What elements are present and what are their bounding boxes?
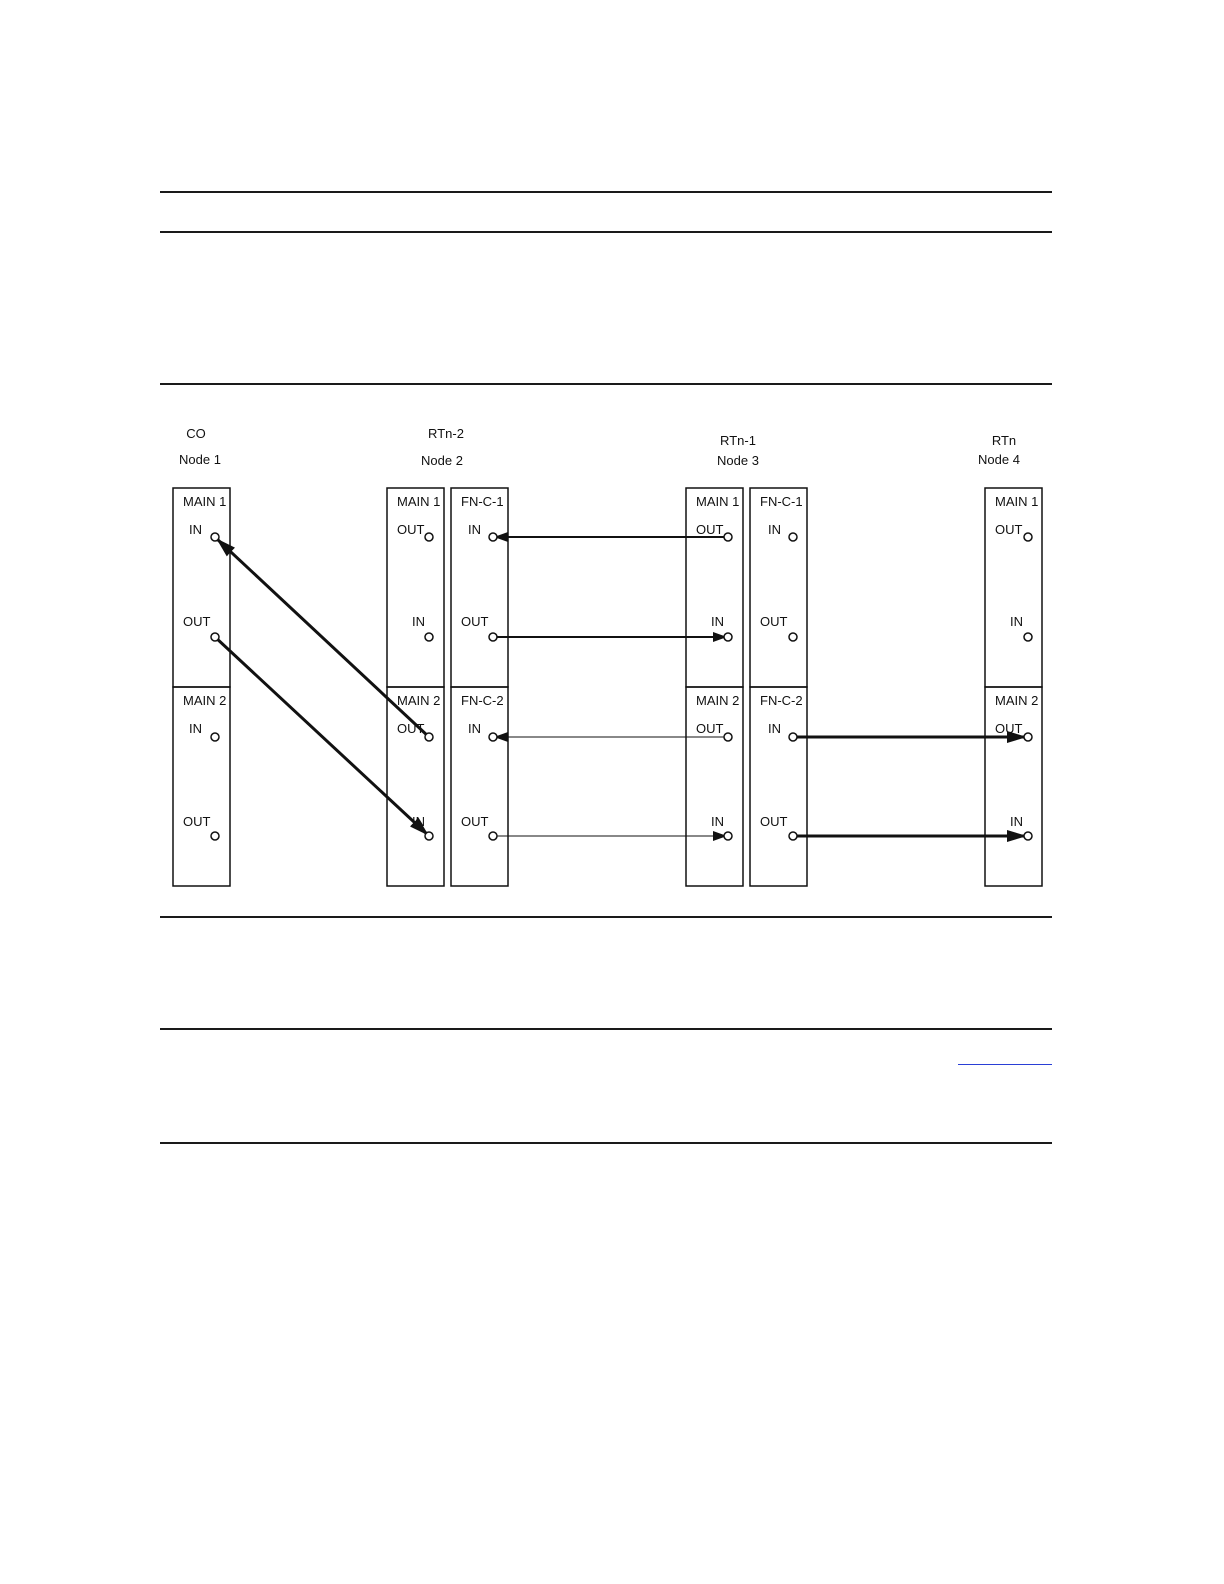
rt2-main1-lower-port-icon bbox=[425, 633, 433, 641]
rt1-main1-upper-port-icon bbox=[724, 533, 732, 541]
node-1-name-label: Node 1 bbox=[179, 452, 221, 467]
co-main2-title: MAIN 2 bbox=[183, 693, 227, 708]
card-rt2-fnc1 bbox=[451, 488, 508, 687]
rt2-main1-lower-port-label: IN bbox=[412, 614, 425, 629]
rtn-main2-lower-port-icon bbox=[1024, 832, 1032, 840]
rt1-fnc2-upper-port-label: IN bbox=[768, 721, 781, 736]
rt1-fnc2-upper-port-icon bbox=[789, 733, 797, 741]
node-4-name-label: Node 4 bbox=[978, 452, 1020, 467]
rt1-fnc1-lower-port-icon bbox=[789, 633, 797, 641]
rtn-main1-upper-port-icon bbox=[1024, 533, 1032, 541]
card-rt1-main1 bbox=[686, 488, 743, 687]
rt2-fnc2-lower-port-icon bbox=[489, 832, 497, 840]
co-main1-lower-port-label: OUT bbox=[183, 614, 211, 629]
node-3-top-label: RTn-1 bbox=[720, 433, 756, 448]
rt2-main2-upper-port-icon bbox=[425, 733, 433, 741]
card-rt1-fnc2 bbox=[750, 687, 807, 886]
rt2-fnc1-upper-port-label: IN bbox=[468, 522, 481, 537]
rtn-main2-lower-port-label: IN bbox=[1010, 814, 1023, 829]
rt2-main2-title: MAIN 2 bbox=[397, 693, 441, 708]
rt2-fnc2-lower-port-label: OUT bbox=[461, 814, 489, 829]
co-main2-upper-port-label: IN bbox=[189, 721, 202, 736]
rt2-fnc1-lower-port-icon bbox=[489, 633, 497, 641]
rt2-main2-upper-port-label: OUT bbox=[397, 721, 425, 736]
card-rt2-main2 bbox=[387, 687, 444, 886]
port-labels bbox=[183, 522, 1023, 829]
rt2-fnc2-upper-port-icon bbox=[489, 733, 497, 741]
rtn-main1-lower-port-icon bbox=[1024, 633, 1032, 641]
card-titles bbox=[183, 494, 1038, 708]
rt1-main2-upper-port-icon bbox=[724, 733, 732, 741]
connections bbox=[215, 537, 1026, 836]
node-3-name-label: Node 3 bbox=[717, 453, 759, 468]
rt1-fnc2-lower-port-label: OUT bbox=[760, 814, 788, 829]
card-rt1-fnc1 bbox=[750, 488, 807, 687]
rt1-main2-title: MAIN 2 bbox=[696, 693, 740, 708]
rt2-fnc2-upper-port-label: IN bbox=[468, 721, 481, 736]
rt1-main1-upper-port-label: OUT bbox=[696, 522, 724, 537]
ports bbox=[211, 533, 1032, 840]
rt1-main1-lower-port-icon bbox=[724, 633, 732, 641]
co-main1-lower-port-icon bbox=[211, 633, 219, 641]
co-main1-upper-port-label: IN bbox=[189, 522, 202, 537]
rtn-main2-upper-port-icon bbox=[1024, 733, 1032, 741]
card-rtn-main2 bbox=[985, 687, 1042, 886]
rtn-main2-title: MAIN 2 bbox=[995, 693, 1039, 708]
co-main2-lower-port-icon bbox=[211, 832, 219, 840]
rtn-main2-upper-port-label: OUT bbox=[995, 721, 1023, 736]
node-2-name-label: Node 2 bbox=[421, 453, 463, 468]
rt1-main2-lower-port-label: IN bbox=[711, 814, 724, 829]
rt2-main1-title: MAIN 1 bbox=[397, 494, 441, 509]
rt2-main2-lower-port-label: IN bbox=[412, 814, 425, 829]
rt2-fnc2-title: FN-C-2 bbox=[461, 693, 504, 708]
node-1-top-label: CO bbox=[186, 426, 206, 441]
co-main1-title: MAIN 1 bbox=[183, 494, 227, 509]
rtn-main1-upper-port-label: OUT bbox=[995, 522, 1023, 537]
rt2-main1-upper-port-icon bbox=[425, 533, 433, 541]
rt1-fnc1-title: FN-C-1 bbox=[760, 494, 803, 509]
rt1-main1-title: MAIN 1 bbox=[696, 494, 740, 509]
co-main2-upper-port-icon bbox=[211, 733, 219, 741]
card-frames bbox=[173, 488, 1042, 886]
co-main1-upper-port-icon bbox=[211, 533, 219, 541]
rt1-main2-upper-port-label: OUT bbox=[696, 721, 724, 736]
rt1-fnc1-upper-port-label: IN bbox=[768, 522, 781, 537]
rt1-fnc1-lower-port-label: OUT bbox=[760, 614, 788, 629]
rtn-main1-title: MAIN 1 bbox=[995, 494, 1039, 509]
node-4-top-label: RTn bbox=[991, 433, 1017, 448]
rt2-main1-upper-port-label: OUT bbox=[397, 522, 425, 537]
node-2-top-label: RTn-2 bbox=[428, 426, 464, 441]
card-rtn-main1 bbox=[985, 488, 1042, 687]
rt2-fnc1-upper-port-icon bbox=[489, 533, 497, 541]
node-labels bbox=[179, 426, 1020, 468]
co-main2-lower-port-label: OUT bbox=[183, 814, 211, 829]
card-rt2-fnc2 bbox=[451, 687, 508, 886]
rt1-main2-lower-port-icon bbox=[724, 832, 732, 840]
card-co-main1 bbox=[173, 488, 230, 687]
card-co-main2 bbox=[173, 687, 230, 886]
rt2-main2-lower-port-icon bbox=[425, 832, 433, 840]
connection-co-main1-out-to-rt2-main2-in bbox=[215, 637, 428, 835]
connection-rt2-main1-out-to-co-main1-in bbox=[217, 539, 429, 737]
rtn-main1-lower-port-label: IN bbox=[1010, 614, 1023, 629]
rt1-fnc1-upper-port-icon bbox=[789, 533, 797, 541]
rt1-fnc2-lower-port-icon bbox=[789, 832, 797, 840]
rt2-fnc1-lower-port-label: OUT bbox=[461, 614, 489, 629]
rt1-main1-lower-port-label: IN bbox=[711, 614, 724, 629]
rt2-fnc1-title: FN-C-1 bbox=[461, 494, 504, 509]
card-rt2-main1 bbox=[387, 488, 444, 687]
card-rt1-main2 bbox=[686, 687, 743, 886]
rt1-fnc2-title: FN-C-2 bbox=[760, 693, 803, 708]
